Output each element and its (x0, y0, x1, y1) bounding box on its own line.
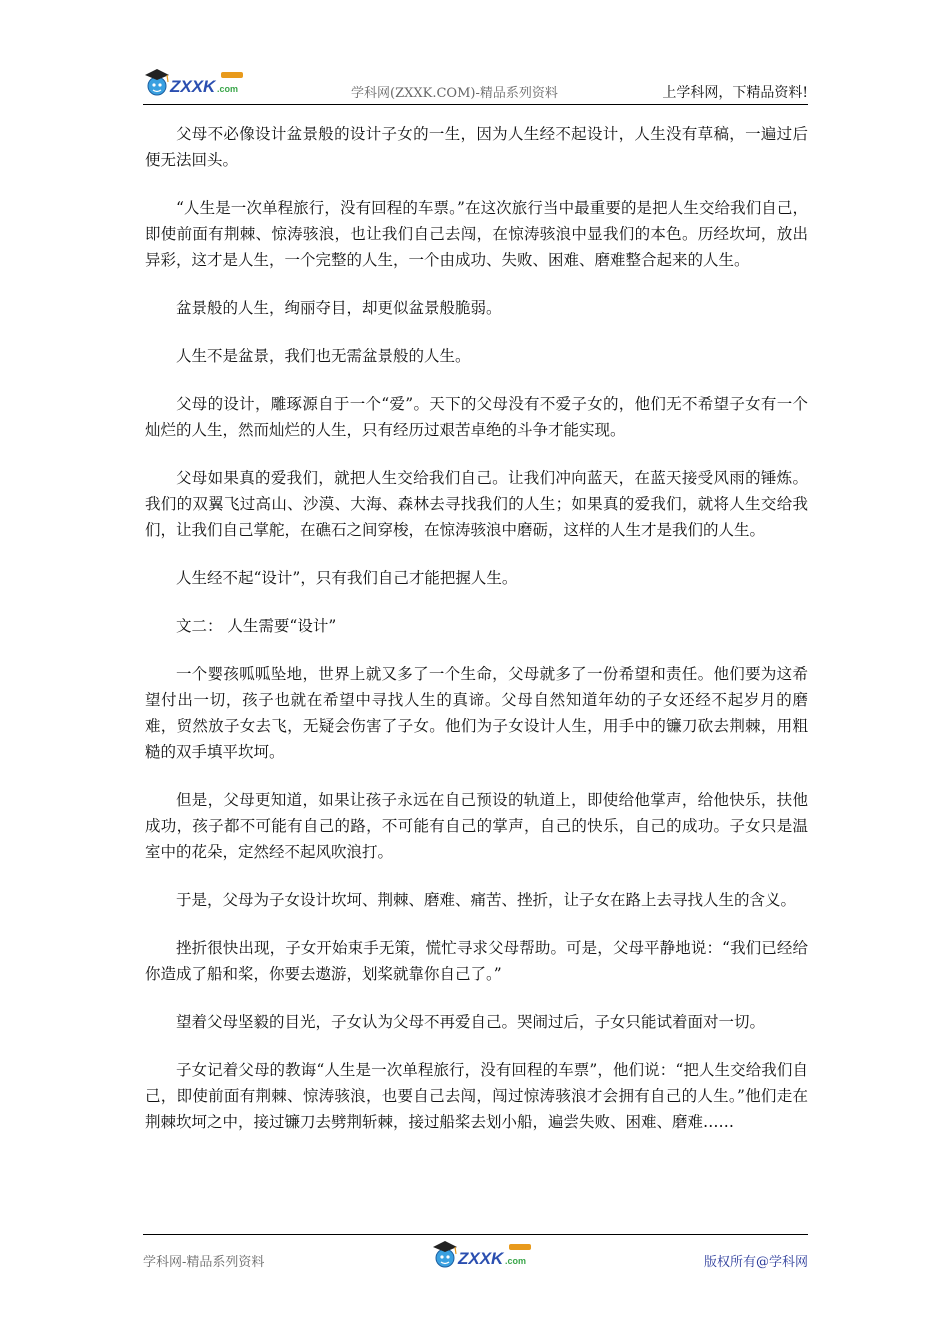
paragraph: 父母的设计，雕琢源自于一个“爱”。天下的父母没有不爱子女的，他们无不希望子女有一个灿烂的人生，然而灿烂的人生，只有经历过艰苦卓绝的斗争才能实现。 (145, 395, 808, 439)
footer-site-name: 学科网-精品系列资料 (143, 1255, 265, 1270)
logo-suffix: .com (217, 84, 239, 94)
logo-badge (221, 72, 243, 78)
paragraph: 挫折很快出现，子女开始束手无策，慌忙寻求父母帮助。可是，父母平静地说：“我们已经给你造成了船和桨，你要去遨游，划桨就靠你自己了。” (145, 939, 808, 983)
header-slogan: 上学科网，下精品资料! (662, 85, 808, 101)
graduate-mascot-icon (433, 1241, 457, 1267)
page-footer (143, 1234, 808, 1275)
header-site-title: 学科网(ZXXK.COM)-精品系列资料 (351, 86, 558, 101)
paragraph: 人生经不起“设计”，只有我们自己才能把握人生。 (176, 569, 518, 587)
paragraph: 人生不是盆景，我们也无需盆景般的人生。 (176, 347, 471, 365)
paragraph: 盆景般的人生，绚丽夺目，却更似盆景般脆弱。 (176, 299, 502, 317)
section-heading: 文二： 人生需要“设计” (176, 617, 337, 635)
footer-logo-suffix: .com (505, 1256, 527, 1266)
article-body (145, 121, 808, 1157)
paragraph: 望着父母坚毅的目光，子女认为父母不再爱自己。哭闹过后，子女只能试着面对一切。 (176, 1013, 766, 1031)
paragraph: 于是，父母为子女设计坎坷、荆棘、磨难、痛苦、挫折，让子女在路上去寻找人生的含义。 (176, 891, 797, 909)
paragraph: 子女记着父母的教诲“人生是一次单程旅行，没有回程的车票”，他们说：“把人生交给我们自己，即使前面有荆棘、惊涛骇浪，也要自己去闯，闯过惊涛骇浪才会拥有自己的人生。”他们走在荆棘坎坷之中，接过镰刀去劈荆斩棘，接过船桨去划小船，遍尝失败、困难、磨难…… (145, 1061, 808, 1131)
zxxk-logo (143, 66, 253, 100)
footer-copyright: 版权所有@学科网 (703, 1255, 808, 1270)
footer-logo-badge (509, 1244, 531, 1250)
graduate-mascot-icon (145, 69, 169, 95)
footer-zxxk-logo (431, 1239, 541, 1271)
logo-text: ZXXK (170, 77, 216, 96)
paragraph: 但是，父母更知道，如果让孩子永远在自己预设的轨道上，即使给他掌声，给他快乐，扶他成功，孩子都不可能有自己的路，不可能有自己的掌声，自己的快乐，自己的成功。子女只是温室中的花朵，定然经不起风吹浪打。 (145, 791, 808, 861)
paragraph: 父母如果真的爱我们，就把人生交给我们自己。让我们冲向蓝天，在蓝天接受风雨的锤炼。我们的双翼飞过高山、沙漠、大海、森林去寻找我们的人生；如果真的爱我们，就将人生交给我们，让我们自己掌舵，在礁石之间穿梭，在惊涛骇浪中磨砺，这样的人生才是我们的人生。 (145, 469, 808, 539)
paragraph: 父母不必像设计盆景般的设计子女的一生，因为人生经不起设计，人生没有草稿，一遍过后便无法回头。 (145, 125, 808, 169)
paragraph: “人生是一次单程旅行，没有回程的车票。”在这次旅行当中最重要的是把人生交给我们自己，即使前面有荆棘、惊涛骇浪，也让我们自己去闯，在惊涛骇浪中显我们的本色。历经坎坷，放出异彩，这才是人生，一个完整的人生，一个由成功、失败、困难、磨难整合起来的人生。 (145, 199, 808, 269)
footer-logo-text: ZXXK (458, 1249, 504, 1268)
paragraph: 一个婴孩呱呱坠地，世界上就又多了一个生命，父母就多了一份希望和责任。他们要为这希望付出一切，孩子也就在希望中寻找人生的真谛。父母自然知道年幼的子女还经不起岁月的磨难，贸然放子女去飞，无疑会伤害了子女。他们为子女设计人生，用手中的镰刀砍去荆棘，用粗糙的双手填平坎坷。 (145, 665, 808, 761)
page-header (143, 64, 808, 105)
